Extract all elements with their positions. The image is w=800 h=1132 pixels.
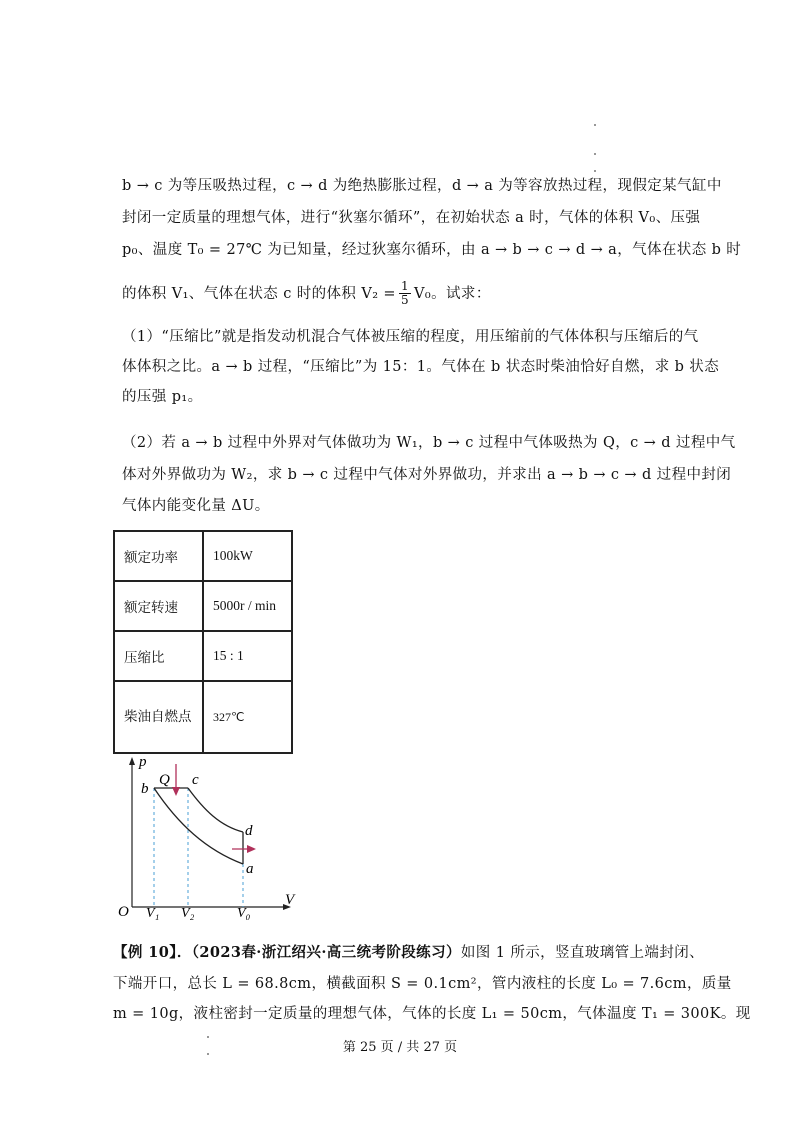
v0-tick-label: V₀ <box>237 906 251 921</box>
q2-line1: （2）若 a → b 过程中外界对气体做功为 W₁，b → c 过程中气体吸热为 Q，c → d 过程中气 <box>122 435 736 451</box>
paragraph1-line2: 封闭一定质量的理想气体，进行“狄塞尔循环”，在初始状态 a 时，气体的体积 V₀、压强 <box>122 210 701 226</box>
heat-q-label: Q <box>159 772 170 788</box>
paragraph1-line3: p₀、温度 T₀ = 27℃ 为已知量，经过狄塞尔循环，由 a → b → c → d → a，气体在状态 b 时 <box>122 242 742 258</box>
example10-line3: m = 10g，液柱密封一定质量的理想气体，气体的长度 L₁ = 50cm，气体温度 T₁ = 300K。现 <box>113 1006 751 1022</box>
spec-table <box>113 530 293 754</box>
table-cell-value: 100kW <box>203 531 292 581</box>
heat-in-arrowhead <box>172 787 180 796</box>
q1-line1: （1）“压缩比”就是指发动机混合气体被压缩的程度，用压缩前的气体体积与压缩后的气 <box>122 329 699 345</box>
v2-tick-label: V₂ <box>181 906 195 921</box>
ab-adiabat <box>154 788 243 864</box>
example10-line1-rest: 如图 1 所示，竖直玻璃管上端封闭、 <box>460 945 705 961</box>
p-axis-label: p <box>139 754 147 770</box>
pv-diagram <box>110 752 310 922</box>
paragraph1-line4-b: V₀。试求： <box>414 285 491 302</box>
table-cell-value: 15 : 1 <box>203 631 292 681</box>
example10-title: 【例 10】．（2023春·浙江绍兴·高三统考阶段练习） <box>113 944 461 961</box>
paragraph1-line4 <box>122 280 491 307</box>
margin-dot <box>594 124 596 126</box>
table-cell-label: 柴油自燃点 <box>114 681 203 753</box>
margin-dot <box>594 170 596 172</box>
p-axis-arrow <box>129 757 135 765</box>
v1-tick-label: V₁ <box>146 906 160 921</box>
table-cell-value: 327℃ <box>203 681 292 753</box>
example10-line1 <box>113 944 704 962</box>
heat-out-arrowhead <box>247 845 256 853</box>
table-cell-label: 额定功率 <box>114 531 203 581</box>
fraction-denominator: 5 <box>400 293 410 307</box>
point-b-label: b <box>141 781 149 797</box>
table-row <box>114 681 292 753</box>
table-cell-value: 5000r / min <box>203 581 292 631</box>
point-a-label: a <box>246 861 254 877</box>
table-row <box>114 581 292 631</box>
page-footer: 第 25 页 / 共 27 页 <box>342 1040 458 1055</box>
point-d-label: d <box>245 823 253 839</box>
origin-label: O <box>118 904 129 920</box>
q1-line2: 体体积之比。a → b 过程，“压缩比”为 15：1。气体在 b 状态时柴油恰好自燃，求 b 状态 <box>122 359 720 375</box>
point-c-label: c <box>192 772 199 788</box>
table-cell-label: 压缩比 <box>114 631 203 681</box>
q1-line3: 的压强 p₁。 <box>122 389 203 405</box>
paragraph1-line4-a: 的体积 V₁、气体在状态 c 时的体积 V₂ = <box>122 285 396 302</box>
v-axis-label: V <box>285 892 295 908</box>
cd-adiabat <box>188 788 243 832</box>
table-row <box>114 631 292 681</box>
q2-line3: 气体内能变化量 ΔU。 <box>122 498 270 514</box>
table-row <box>114 531 292 581</box>
paragraph1-line1: b → c 为等压吸热过程，c → d 为绝热膨胀过程，d → a 为等容放热过程，现假定某气缸中 <box>122 178 722 194</box>
fraction <box>399 280 411 307</box>
margin-dot <box>594 153 596 155</box>
example10-line2: 下端开口，总长 L = 68.8cm，横截面积 S = 0.1cm²，管内液柱的长度 L₀ = 7.6cm，质量 <box>113 976 732 992</box>
q2-line2: 体对外界做功为 W₂，求 b → c 过程中气体对外界做功，并求出 a → b → c → d 过程中封闭 <box>122 467 732 483</box>
table-cell-label: 额定转速 <box>114 581 203 631</box>
fraction-numerator: 1 <box>400 279 410 293</box>
